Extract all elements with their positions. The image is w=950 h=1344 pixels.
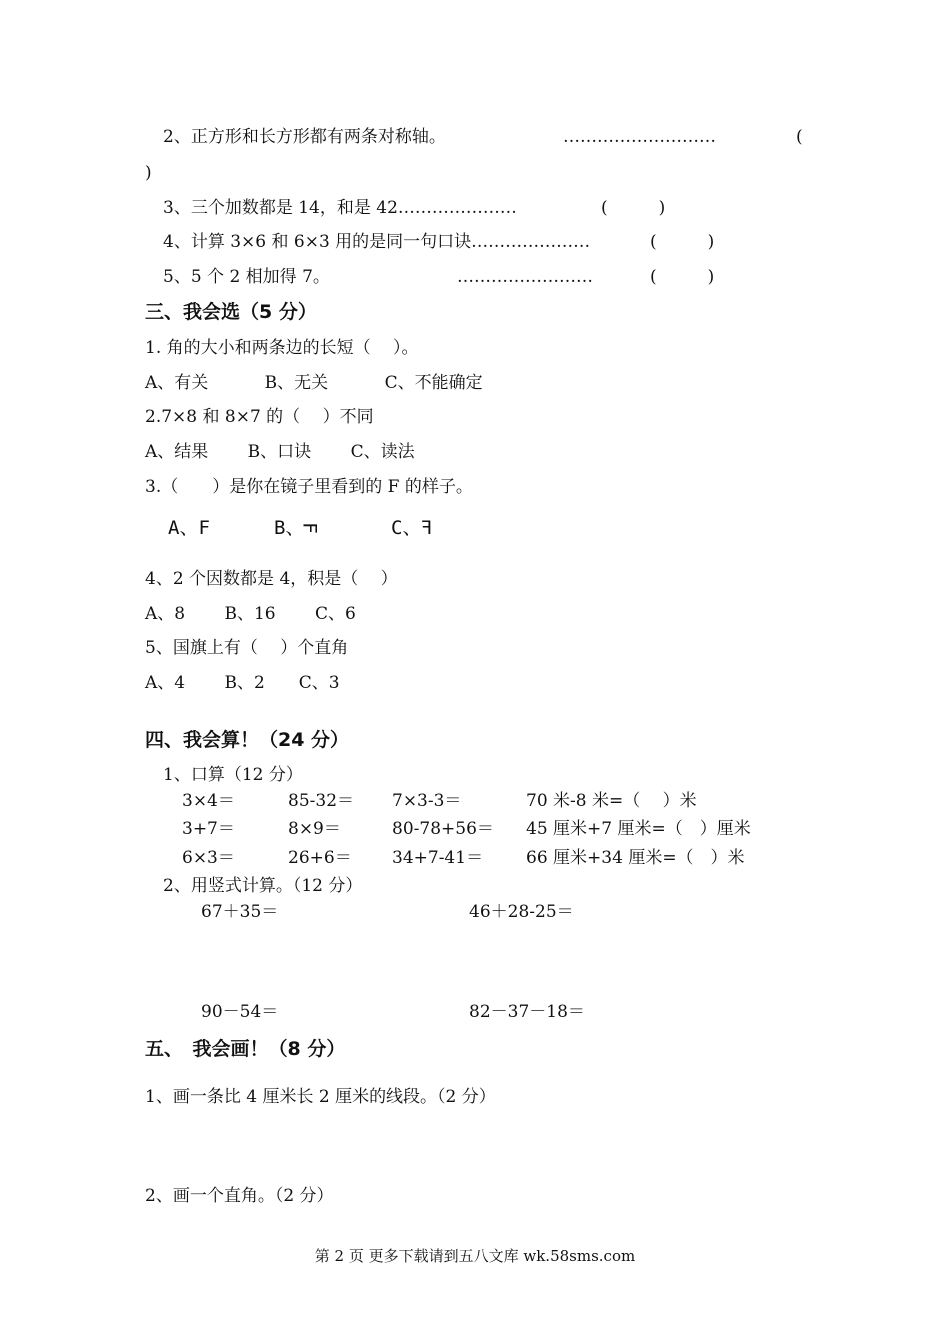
judge-q3-paren: ( ) — [601, 198, 666, 218]
section3-q4: 4、2 个因数都是 4，积是（ ） — [145, 569, 398, 589]
section3-title: 三、我会选（5 分） — [145, 301, 317, 323]
vertical-title: 2、用竖式计算。（12 分） — [163, 876, 363, 896]
oral-r3-c2: 26+6＝ — [288, 848, 352, 868]
judge-q5-dots: …………………… — [457, 267, 593, 287]
section3-q1: 1. 角的大小和两条边的长短（ ）。 — [145, 338, 419, 358]
section3-q4-options: A、8 B、16 C、6 — [145, 604, 356, 624]
vertical-q3: 90－54＝ — [201, 1002, 279, 1022]
oral-r1-c4: 70 米-8 米=（ ）米 — [526, 791, 697, 811]
section5-title: 五、 我会画！（8 分） — [145, 1038, 346, 1060]
judge-q5-paren: ( ) — [650, 267, 715, 287]
option-a-label: A、 — [168, 517, 199, 539]
vertical-q1: 67＋35＝ — [201, 902, 279, 922]
section3-q5: 5、国旗上有（ ）个直角 — [145, 638, 349, 658]
oral-r3-c4: 66 厘米+34 厘米=（ ）米 — [526, 848, 745, 868]
judge-q4-paren: ( ) — [650, 232, 715, 252]
oral-r1-c2: 85-32＝ — [288, 791, 355, 811]
option-b-label: B、 — [274, 517, 305, 539]
option-c-glyph: F — [421, 517, 433, 539]
section3-q2: 2.7×8 和 8×7 的（ ）不同 — [145, 407, 374, 427]
oral-r2-c1: 3+7＝ — [182, 819, 235, 839]
oral-r3-c3: 34+7-41＝ — [392, 848, 484, 868]
section3-q3-option-b — [274, 517, 322, 539]
section3-q3-option-a — [168, 518, 210, 538]
oral-title: 1、口算（12 分） — [163, 765, 303, 785]
judge-q2-paren-open: ( — [796, 127, 803, 147]
section5-q2: 2、画一个直角。（2 分） — [145, 1186, 334, 1206]
section3-q2-options: A、结果 B、口诀 C、读法 — [145, 442, 415, 462]
vertical-q2: 46＋28-25＝ — [469, 902, 574, 922]
judge-q2-dots: ……………………… — [563, 127, 716, 147]
section3-q1-options: A、有关 B、无关 C、不能确定 — [145, 373, 483, 393]
section5-q1: 1、画一条比 4 厘米长 2 厘米的线段。（2 分） — [145, 1087, 496, 1107]
section4-title: 四、我会算！（24 分） — [145, 729, 350, 751]
oral-r1-c1: 3×4＝ — [182, 791, 235, 811]
option-c-label: C、 — [391, 517, 422, 539]
judge-q2-text: 2、正方形和长方形都有两条对称轴。 — [163, 127, 446, 147]
section3-q3: 3.（ ）是你在镜子里看到的 F 的样子。 — [145, 477, 473, 497]
oral-r2-c3: 80-78+56＝ — [392, 819, 494, 839]
judge-q4-text: 4、计算 3×6 和 6×3 用的是同一句口诀………………… — [163, 232, 591, 252]
judge-q5-text: 5、5 个 2 相加得 7。 — [163, 267, 330, 287]
section3-q5-options: A、4 B、2 C、3 — [145, 673, 340, 693]
vertical-q4: 82－37－18＝ — [469, 1002, 585, 1022]
judge-q2-paren-close: ) — [145, 163, 152, 183]
section3-q3-option-c — [391, 518, 433, 538]
oral-r1-c3: 7×3-3＝ — [392, 791, 462, 811]
oral-r2-c2: 8×9＝ — [288, 819, 341, 839]
option-b-glyph: F — [299, 522, 322, 534]
oral-r3-c1: 6×3＝ — [182, 848, 235, 868]
oral-r2-c4: 45 厘米+7 厘米=（ ）厘米 — [526, 819, 751, 839]
judge-q3-text: 3、三个加数都是 14，和是 42………………… — [163, 198, 517, 218]
page-footer: 第 2 页 更多下载请到五八文库 wk.58sms.com — [314, 1247, 636, 1265]
option-a-glyph: F — [198, 517, 210, 539]
